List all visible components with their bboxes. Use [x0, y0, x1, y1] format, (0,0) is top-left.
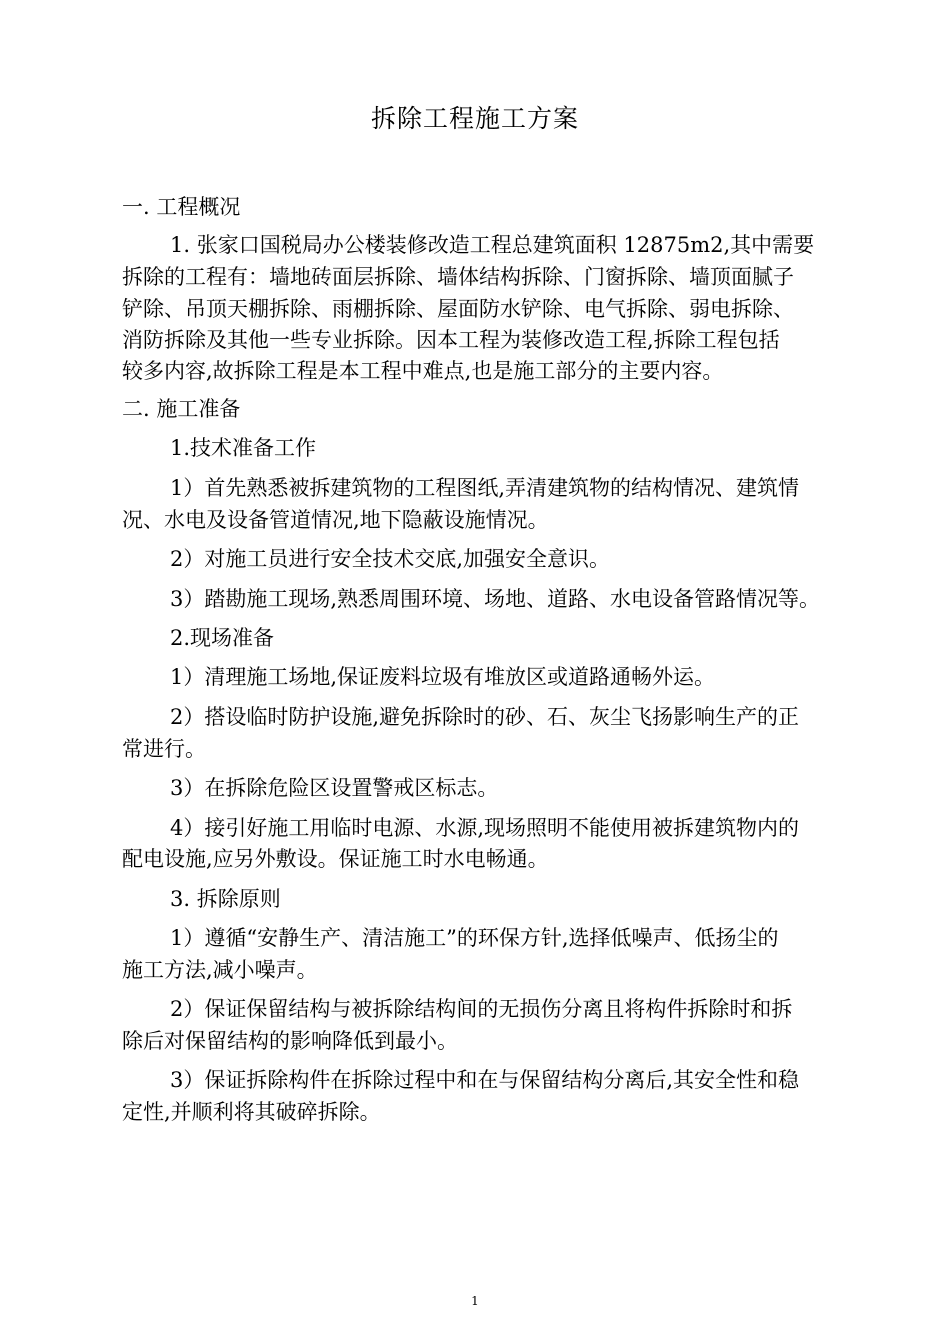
paragraph-line: 常进行。 [122, 737, 206, 761]
paragraph-line: 较多内容,故拆除工程是本工程中难点,也是施工部分的主要内容。 [122, 359, 724, 383]
subsection-heading: 3. 拆除原则 [170, 887, 281, 911]
paragraph-line: 1）清理施工场地,保证废料垃圾有堆放区或道路通畅外运。 [170, 665, 716, 689]
paragraph-line: 消防拆除及其他一些专业拆除。因本工程为装修改造工程,拆除工程包括 [122, 328, 780, 352]
paragraph-line: 2）搭设临时防护设施,避免拆除时的砂、石、灰尘飞扬影响生产的正 [170, 705, 800, 729]
paragraph-line: 1）遵循“安静生产、清洁施工”的环保方针,选择低噪声、低扬尘的 [170, 926, 779, 950]
paragraph-line: 定性,并顺利将其破碎拆除。 [122, 1100, 381, 1124]
section-heading: 一. 工程概况 [122, 195, 241, 219]
paragraph-line: 1. 张家口国税局办公楼装修改造工程总建筑面积 12875m2,其中需要 [170, 233, 815, 257]
paragraph-line: 配电设施,应另外敷设。保证施工时水电畅通。 [122, 847, 549, 871]
paragraph-line: 2）对施工员进行安全技术交底,加强安全意识。 [170, 547, 611, 571]
paragraph-line: 4）接引好施工用临时电源、水源,现场照明不能使用被拆建筑物内的 [170, 816, 800, 840]
paragraph-line: 除后对保留结构的影响降低到最小。 [122, 1029, 458, 1053]
subsection-heading: 1.技术准备工作 [170, 436, 317, 460]
paragraph-line: 拆除的工程有：墙地砖面层拆除、墙体结构拆除、门窗拆除、墙顶面腻子 [122, 265, 794, 289]
paragraph-line: 况、水电及设备管道情况,地下隐蔽设施情况。 [122, 508, 549, 532]
paragraph-line: 3）保证拆除构件在拆除过程中和在与保留结构分离后,其安全性和稳 [170, 1068, 800, 1092]
paragraph-line: 3）踏勘施工现场,熟悉周围环境、场地、道路、水电设备管路情况等。 [170, 587, 821, 611]
page-number: 1 [471, 1294, 479, 1308]
paragraph-line: 铲除、吊顶天棚拆除、雨棚拆除、屋面防水铲除、电气拆除、弱电拆除、 [122, 297, 794, 321]
page-title: 拆除工程施工方案 [370, 104, 579, 133]
paragraph-line: 施工方法,减小噪声。 [122, 958, 318, 982]
paragraph-line: 1）首先熟悉被拆建筑物的工程图纸,弄清建筑物的结构情况、建筑情 [170, 476, 800, 500]
paragraph-line: 3）在拆除危险区设置警戒区标志。 [170, 776, 499, 800]
subsection-heading: 2.现场准备 [170, 626, 275, 650]
section-heading: 二. 施工准备 [122, 397, 241, 421]
paragraph-line: 2）保证保留结构与被拆除结构间的无损伤分离且将构件拆除时和拆 [170, 997, 793, 1021]
